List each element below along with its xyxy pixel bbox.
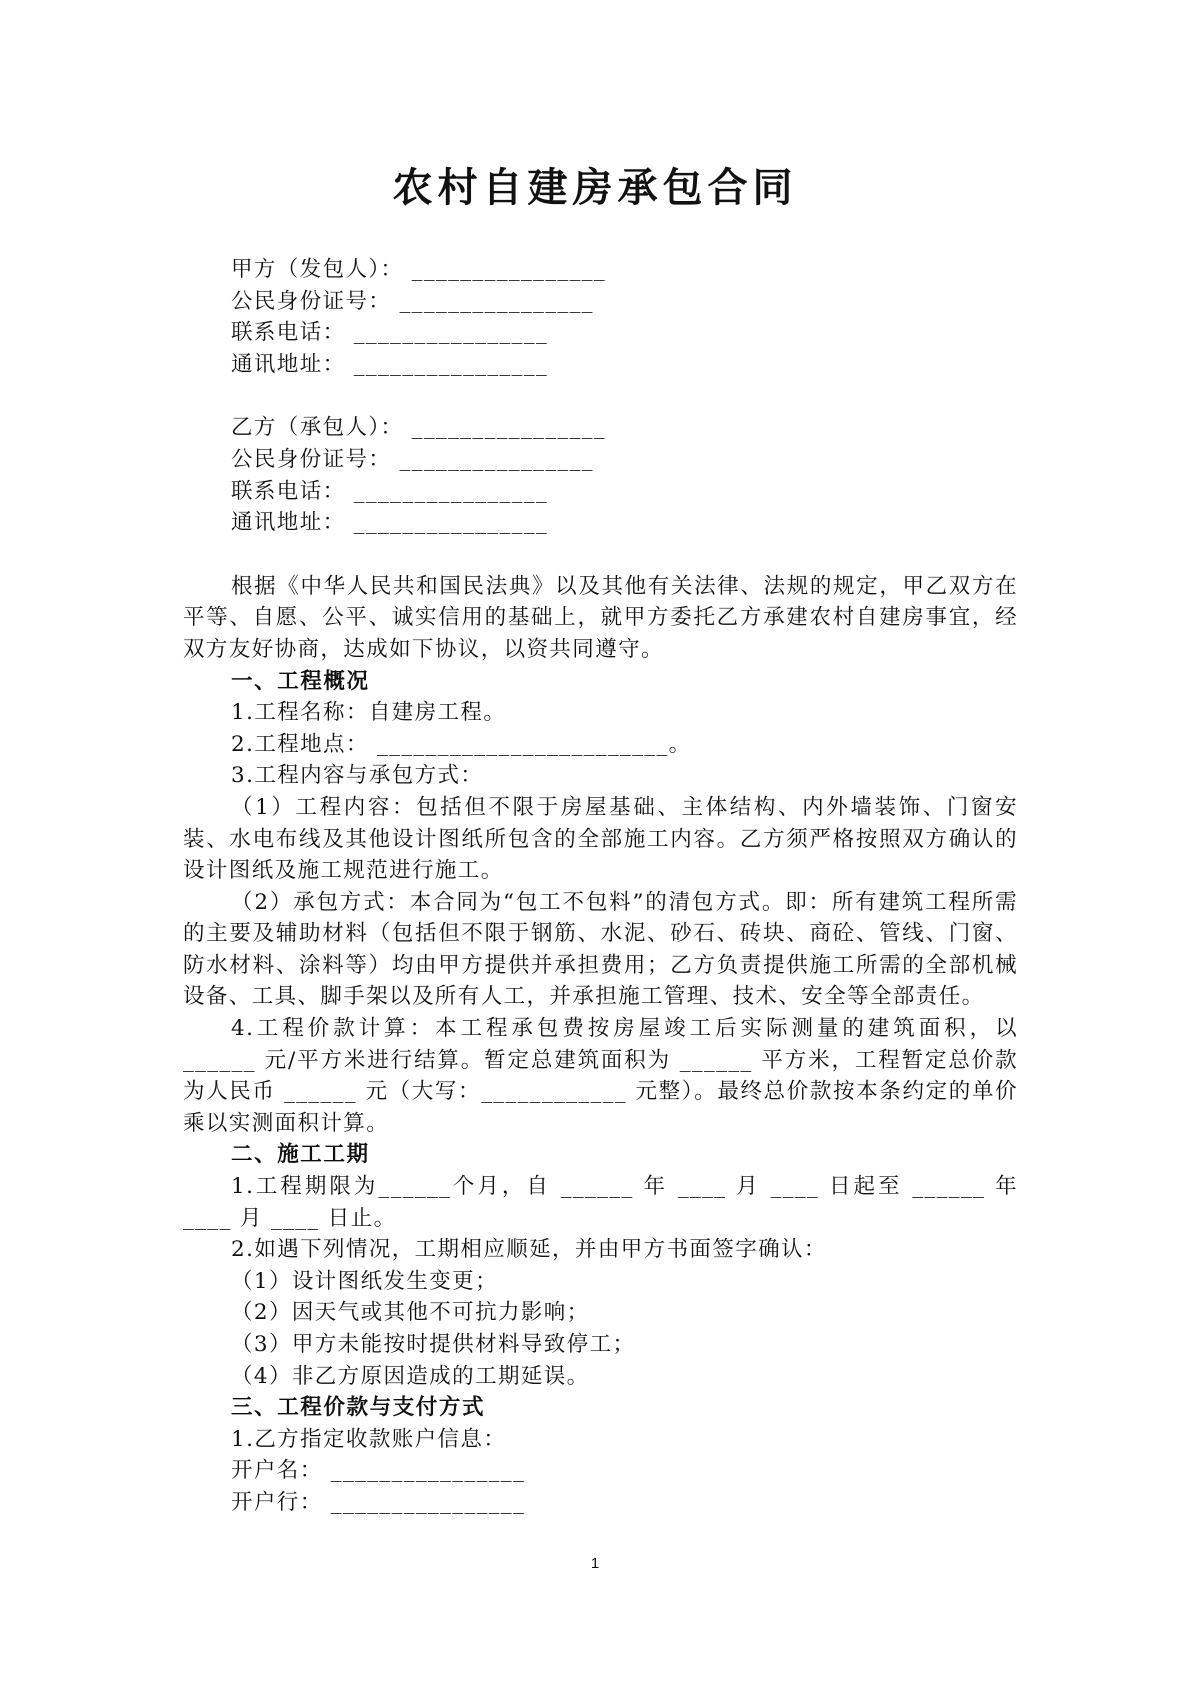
party-b-address: 通讯地址： ________________ bbox=[231, 510, 549, 536]
project-name: 1.工程名称：自建房工程。 bbox=[231, 700, 507, 726]
extension-condition: （4）非乙方原因造成的工期延误。 bbox=[231, 1363, 590, 1389]
section-heading-overview: 一、工程概况 bbox=[231, 668, 370, 694]
party-a-phone: 联系电话： ________________ bbox=[231, 320, 549, 346]
schedule-period-clause: 1.工程期限为______个月，自 ______ 年 ____ 月 ____ 日起至 ______ 年 ____ 月 ____ 日止。 bbox=[183, 1174, 1018, 1231]
party-a-address: 通讯地址： ________________ bbox=[231, 351, 549, 377]
party-b-role: 乙方（承包人）： ________________ bbox=[231, 415, 607, 441]
bank-name-field: 开户行： ________________ bbox=[231, 1489, 526, 1515]
spacer bbox=[183, 380, 1018, 412]
document-title: 农村自建房承包合同 bbox=[392, 165, 798, 211]
party-a-role: 甲方（发包人）： ________________ bbox=[231, 257, 607, 282]
section-heading-schedule: 二、施工工期 bbox=[231, 1142, 370, 1168]
party-a-id: 公民身份证号： ________________ bbox=[231, 288, 594, 314]
project-scope-title: 3.工程内容与承包方式： bbox=[231, 763, 484, 789]
document-body bbox=[183, 254, 1018, 1519]
extension-condition: （2）因天气或其他不可抗力影响； bbox=[231, 1300, 590, 1326]
party-b-phone: 联系电话： ________________ bbox=[231, 478, 549, 504]
price-calculation-clause: 4.工程价款计算：本工程承包费按房屋竣工后实际测量的建筑面积，以 ______ 元/平方米进行结算。暂定总建筑面积为 ______ 平方米，工程暂定总价款为人民币 ______ 元（大写：____________ 元整）。最终总价款按本条约定的单价乘以实测面积计算。 bbox=[183, 1016, 1018, 1136]
extension-condition: （3）甲方未能按时提供材料导致停工； bbox=[231, 1332, 636, 1357]
schedule-extension-clause: 2.如遇下列情况，工期相应顺延，并由甲方书面签字确认： bbox=[231, 1237, 827, 1263]
spacer bbox=[183, 539, 1018, 571]
party-b-id: 公民身份证号： ________________ bbox=[231, 446, 594, 472]
payee-account-info: 1.乙方指定收款账户信息： bbox=[231, 1426, 507, 1452]
section-heading-payment: 三、工程价款与支付方式 bbox=[231, 1395, 486, 1421]
extension-condition: （1）设计图纸发生变更； bbox=[231, 1268, 498, 1294]
project-content-clause: （1）工程内容：包括但不限于房屋基础、主体结构、内外墙装饰、门窗安装、水电布线及其他设计图纸所包含的全部施工内容。乙方须严格按照双方确认的设计图纸及施工规范进行施工。 bbox=[183, 794, 1018, 884]
intro-paragraph: 根据《中华人民共和国民法典》以及其他有关法律、法规的规定，甲乙双方在平等、自愿、公平、诚实信用的基础上，就甲方委托乙方承建农村自建房事宜，经双方友好协商，达成如下协议，以资共同遵守。 bbox=[183, 573, 1018, 662]
account-name-field: 开户名： ________________ bbox=[231, 1458, 526, 1484]
project-location: 2.工程地点： ________________________。 bbox=[231, 731, 692, 757]
page-number: 1 bbox=[590, 1555, 600, 1572]
contract-method-clause: （2）承包方式：本合同为“包工不包料”的清包方式。即：所有建筑工程所需的主要及辅助材料（包括但不限于钢筋、水泥、砂石、砖块、商砼、管线、门窗、防水材料、涂料等）均由甲方提供并承担费用；乙方负责提供施工所需的全部机械设备、工具、脚手架以及所有人工，并承担施工管理、技术、安全等全部责任。 bbox=[183, 889, 1018, 1010]
